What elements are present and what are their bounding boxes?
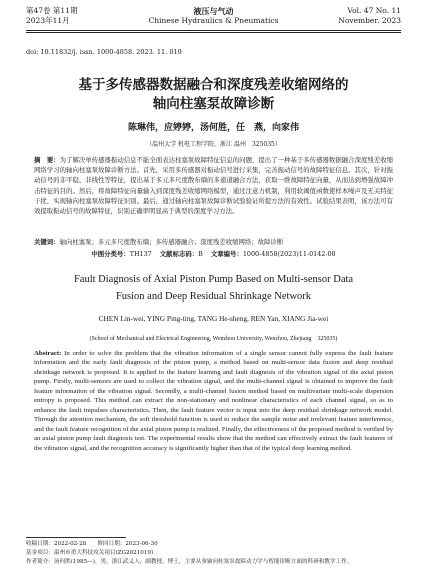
keywords-cn-text: 轴向柱塞泵；多元多尺度散布熵；多传感器融合；深度残差收缩网络；故障诊断: [59, 238, 284, 246]
title-en: [30, 271, 397, 305]
doc-code-value: B: [198, 250, 203, 258]
title-cn: [20, 76, 407, 114]
header-date-cn: 2023年11月: [26, 16, 70, 25]
abstract-en-text: In order to solve the problem that the vibration information of a single sensor cannot fully express the fault feature information and the early fault diagnosis of the piston pump, a method based on multi-sensor data fusion and deep residual shrinkage network is proposed. It is applied to the feature learning and fault diagnosis of the vibration signal of the axial piston pump. Firstly, multi-sensors are used to collect the vibration signal, and the multi-channel signal is obtained to improve the fault feature information of the vibration signal. Secondly, a multi-channel fusion method based on multivariate multi-scale dispersion entropy is proposed. This method can extract the non-stationary and nonlinear characteristics of each channel signal, so as to enhance the fault impulses characteristics. Then, the fault feature vector is input into the deep residual shrinkage network model. Through the attention mechanism, the soft threshold function is used to reduce the sample noise and irrelevant feature interference, and the fault feature recognition of the axial piston pump is realized. Finally, the effectiveness of the proposed method is verified by an axial piston pump fault diagnosis test. The experimental results show that the method can effectively extract the fault features of the vibration signal, and the recognition accuracy is significantly higher than that of the typical deep learning method.: [34, 350, 393, 452]
authors-cn: 陈琳伟，应婷婷，汤何胜，任 燕，向家伟: [127, 123, 299, 133]
header-volume-issue: 第47卷 第11期: [26, 6, 78, 15]
abstract-en-label: Abstract:: [34, 350, 62, 357]
abstract-cn-label: 摘 要：: [34, 156, 60, 164]
doi: doi: 10.11832/j. issn. 1000-4858. 2023. 11. 019: [26, 48, 182, 56]
header-date-en: November. 2023: [338, 16, 401, 25]
title-en-line-2: Fusion and Deep Residual Shrinkage Network: [115, 291, 312, 302]
clc-value: TH137: [129, 250, 152, 258]
abstract-cn-text: 为了解决单传感器振动信息不能全面表达柱塞泵故障特征信息的问题，提出了一种基于多传感器数据融合深度残差收缩网络学习的轴向柱塞泵故障诊断方法。首先，采用多传感器对振动信号进行采集，完善振动信号的故障特征信息。其次，针对振动信号的非平稳、非线性等特征，提出基于多元多尺度散布熵的多通道融合方法，获取一维故障特征向量，从而达到增强故障冲击特征的目的。然后，将故障特征向量输入到深度残差收缩网络模型，通过注意力机制，利用软阈值函数使样本噪声及无关特征干扰，实现轴向柱塞泵故障特征识别。最后，通过轴向柱塞泵故障诊断试验验证所提方法的有效性。试验结果表明，该方法可有效提取振动信号的故障特征，识别正确率明显高于典型的深度学习方法。: [34, 156, 394, 216]
footnote-dates: 收稿日期：2022-02-28 修回日期：2023-06-30: [26, 541, 158, 547]
footnote-author-bio: 作者简介：汤何胜(1985—)，男，浙江武义人，副教授，博士，主要从事轴向柱塞泵故障动力学与智能诊断方面的科研和教学工作。: [26, 559, 353, 566]
classification-line: [0, 249, 427, 258]
footnote-rule: [26, 537, 126, 538]
affiliation-cn: （温州大学 机电工程学院，浙江 温州 325035）: [146, 141, 281, 148]
doc-code-label: 文献标志码：: [159, 250, 199, 258]
journal-title-cn: 液压与气动: [193, 6, 234, 16]
title-en-line-1: Fault Diagnosis of Axial Piston Pump Based on Multi-sensor Data: [73, 274, 354, 285]
abstract-cn: [34, 155, 393, 216]
header-volume-en: [338, 6, 401, 26]
keywords-cn: [34, 237, 393, 247]
article-number-value: 1000-4858(2023)11-0142-08: [242, 250, 336, 258]
clc-label: 中图分类号：: [91, 250, 130, 258]
authors-en: CHEN Lin-wei, YING Ping-ting, TANG He-sheng, REN Yan, XIANG Jia-wei: [98, 314, 329, 323]
title-cn-line-2: 轴向柱塞泵故障诊断: [152, 96, 275, 112]
header-volume-issue-en: Vol. 47 No. 11: [347, 6, 401, 15]
footnotes: [26, 540, 401, 568]
affiliation-en: (School of Mechanical and Electrical Engineering, Wenzhou University, Wenzhou, Zhejiang 325035): [89, 336, 338, 342]
abstract-en: [34, 349, 393, 453]
header-rule-bottom: [26, 32, 401, 33]
journal-title-en: Chinese Hydraulics & Pneumatics: [148, 16, 279, 25]
article-number-label: 文章编号：: [210, 250, 243, 258]
footnote-funding: 基金项目：温州市重大科技攻关项目(ZG2021019): [26, 550, 154, 557]
header-rule-top: [26, 30, 401, 31]
title-cn-line-1: 基于多传感器数据融合和深度残差收缩网络的: [78, 77, 349, 93]
keywords-cn-label: 关键词：: [34, 238, 60, 246]
